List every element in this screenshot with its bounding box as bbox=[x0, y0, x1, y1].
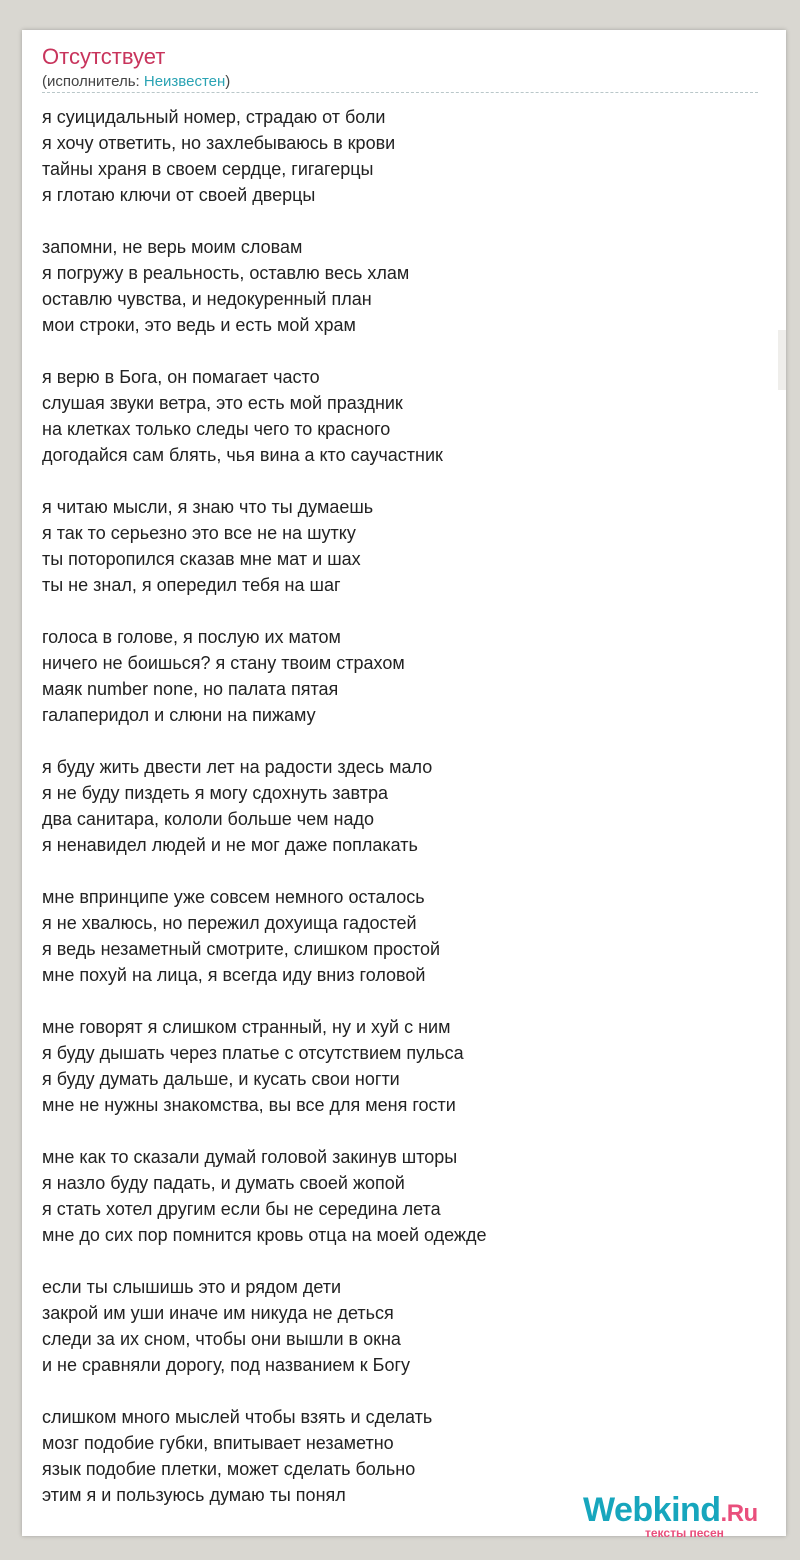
lyric-line: закрой им уши иначе им никуда не деться bbox=[42, 1303, 394, 1323]
song-title: Отсутствует bbox=[42, 44, 166, 69]
scroll-handle[interactable] bbox=[778, 330, 786, 390]
artist-link[interactable]: Неизвестен bbox=[143, 73, 226, 90]
lyric-line: голоса в голове, я послую их матом bbox=[42, 627, 341, 647]
lyric-line: я погружу в реальность, оставлю весь хлам bbox=[42, 263, 410, 283]
lyrics-stanza bbox=[42, 104, 762, 208]
lyric-line: я не буду пиздеть я могу сдохнуть завтра bbox=[42, 783, 388, 803]
lyric-line: я хочу ответить, но захлебываюсь в крови bbox=[42, 133, 396, 153]
lyric-line: я не хвалюсь, но пережил дохуища гадостей bbox=[42, 913, 417, 933]
lyric-line: оставлю чувства, и недокуренный план bbox=[42, 289, 372, 309]
lyrics-stanza bbox=[42, 754, 762, 858]
lyric-line: мне похуй на лица, я всегда иду вниз головой bbox=[42, 965, 426, 985]
lyric-line: галаперидол и слюни на пижаму bbox=[42, 705, 316, 725]
lyrics-stanza bbox=[42, 1274, 762, 1378]
logo-tagline: тексты песен bbox=[645, 1526, 724, 1540]
title-divider bbox=[42, 92, 758, 93]
lyric-line: я назло буду падать, и думать своей жопой bbox=[42, 1173, 405, 1193]
lyric-line: тайны храня в своем сердце, гигагерцы bbox=[42, 159, 374, 179]
lyric-line: ничего не боишься? я стану твоим страхом bbox=[42, 653, 405, 673]
lyric-line: и не сравняли дорогу, под названием к Богу bbox=[42, 1355, 411, 1375]
lyric-line: я буду жить двести лет на радости здесь мало bbox=[42, 757, 433, 777]
lyric-line: маяк number none, но палата пятая bbox=[42, 679, 339, 699]
lyrics-stanza bbox=[42, 1144, 762, 1248]
lyric-line: ты поторопился сказав мне мат и шах bbox=[42, 549, 361, 569]
lyrics-text bbox=[42, 104, 762, 1534]
lyric-line: я ведь незаметный смотрите, слишком простой bbox=[42, 939, 441, 959]
lyric-line: я стать хотел другим если бы не середина лета bbox=[42, 1199, 441, 1219]
artist-prefix: (исполнитель: bbox=[42, 73, 144, 90]
artist-line bbox=[42, 73, 230, 91]
logo-tld: .Ru bbox=[720, 1500, 758, 1527]
lyrics-stanza bbox=[42, 624, 762, 728]
lyrics-stanza bbox=[42, 234, 762, 338]
lyric-line: мне как то сказали думай головой закинув шторы bbox=[42, 1147, 458, 1167]
lyric-line: мне говорят я слишком странный, ну и хуй с ним bbox=[42, 1017, 451, 1037]
site-logo[interactable] bbox=[583, 1490, 783, 1542]
lyric-line: следи за их сном, чтобы они вышли в окна bbox=[42, 1329, 401, 1349]
lyric-line: на клетках только следы чего то красного bbox=[42, 419, 391, 439]
artist-suffix: ) bbox=[225, 73, 231, 90]
lyrics-stanza bbox=[42, 1014, 762, 1118]
lyrics-stanza bbox=[42, 364, 762, 468]
logo-name: Webkind bbox=[583, 1491, 721, 1529]
lyric-line: два санитара, кололи больше чем надо bbox=[42, 809, 375, 829]
lyric-line: я ненавидел людей и не мог даже поплакать bbox=[42, 835, 418, 855]
lyric-line: слишком много мыслей чтобы взять и сделать bbox=[42, 1407, 433, 1427]
lyric-line: если ты слышишь это и рядом дети bbox=[42, 1277, 342, 1297]
lyric-line: язык подобие плетки, может сделать больно bbox=[42, 1459, 416, 1479]
lyric-line: я буду дышать через платье с отсутствием пульса bbox=[42, 1043, 464, 1063]
lyric-line: мне не нужны знакомства, вы все для меня гости bbox=[42, 1095, 456, 1115]
lyric-line: мои строки, это ведь и есть мой храм bbox=[42, 315, 356, 335]
lyric-line: я читаю мысли, я знаю что ты думаешь bbox=[42, 497, 374, 517]
lyric-line: я так то серьезно это все не на шутку bbox=[42, 523, 356, 543]
lyric-line: мозг подобие губки, впитывает незаметно bbox=[42, 1433, 394, 1453]
lyric-line: я буду думать дальше, и кусать свои ногти bbox=[42, 1069, 400, 1089]
lyric-line: мне впринципе уже совсем немного осталось bbox=[42, 887, 425, 907]
lyrics-stanza bbox=[42, 884, 762, 988]
lyric-line: мне до сих пор помнится кровь отца на моей одежде bbox=[42, 1225, 487, 1245]
lyric-line: ты не знал, я опередил тебя на шаг bbox=[42, 575, 341, 595]
lyric-line: этим я и пользуюсь думаю ты понял bbox=[42, 1485, 346, 1505]
lyric-line: догодайся сам блять, чья вина а кто саучастник bbox=[42, 445, 443, 465]
lyric-line: я суицидальный номер, страдаю от боли bbox=[42, 107, 386, 127]
lyric-line: запомни, не верь моим словам bbox=[42, 237, 303, 257]
lyric-line: слушая звуки ветра, это есть мой праздник bbox=[42, 393, 403, 413]
lyrics-stanza bbox=[42, 494, 762, 598]
lyric-line: я глотаю ключи от своей дверцы bbox=[42, 185, 316, 205]
lyric-line: я верю в Бога, он помагает часто bbox=[42, 367, 320, 387]
